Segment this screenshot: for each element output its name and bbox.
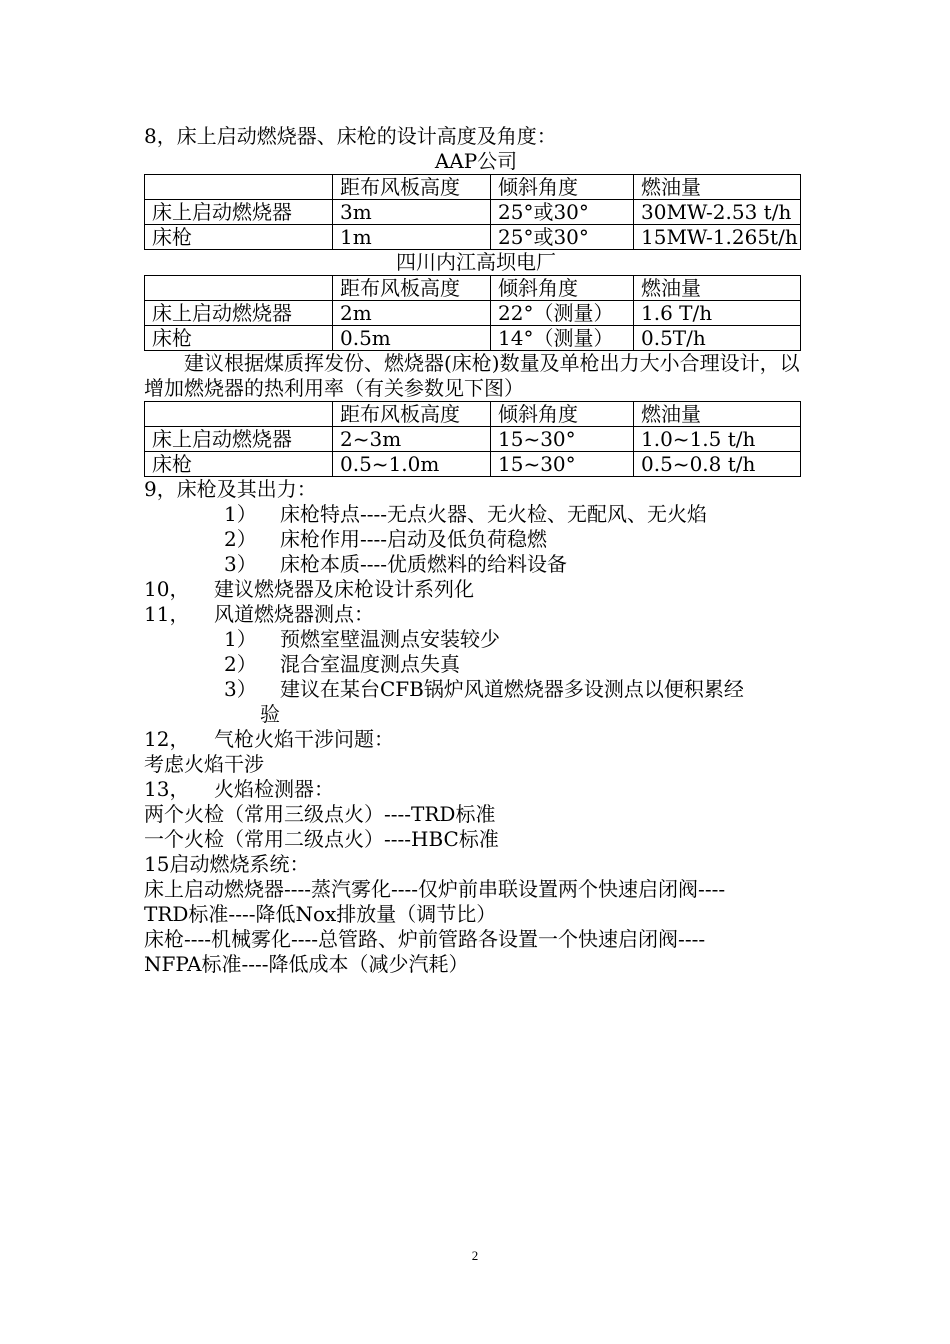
table-row <box>145 326 801 351</box>
table-cell: 燃油量 <box>634 276 801 301</box>
table-cell: 距布风板高度 <box>333 402 491 427</box>
list-text-continuation: 验 <box>260 702 280 726</box>
list-number: 2） <box>224 527 257 551</box>
table-cell: 床上启动燃烧器 <box>145 200 333 225</box>
list-item <box>144 652 808 677</box>
table-cell: 距布风板高度 <box>333 175 491 200</box>
section-12-heading <box>144 727 808 752</box>
table-cell: 15MW-1.265t/h <box>634 225 801 250</box>
table-cell: 床上启动燃烧器 <box>145 301 333 326</box>
list-item <box>144 552 808 577</box>
table-recommended <box>144 401 801 477</box>
section-9-heading: 9，床枪及其出力： <box>144 477 317 501</box>
list-text: 建议在某台CFB锅炉风道燃烧器多设测点以便积累经 <box>280 677 744 701</box>
section-13-heading <box>144 777 808 802</box>
list-number: 3） <box>224 552 257 576</box>
table-row <box>145 301 801 326</box>
section-15-line: TRD标准----降低Nox排放量（调节比） <box>144 902 497 926</box>
table-cell: 25°或30° <box>491 225 634 250</box>
table2-caption: 四川内江高坝电厂 <box>396 250 556 274</box>
table-cell: 30MW-2.53 t/h <box>634 200 801 225</box>
table-cell: 床枪 <box>145 452 333 477</box>
list-text: 床枪作用----启动及低负荷稳燃 <box>280 527 548 551</box>
list-text: 床枪本质----优质燃料的给料设备 <box>280 552 568 576</box>
section-10-heading <box>144 577 808 602</box>
table-header-row <box>145 175 801 200</box>
table-cell: 0.5m <box>333 326 491 351</box>
table-cell: 倾斜角度 <box>491 175 634 200</box>
section-15-line: 床上启动燃烧器----蒸汽雾化----仅炉前串联设置两个快速启闭阀---- <box>144 877 726 901</box>
table-row <box>145 200 801 225</box>
section-number: 13， <box>144 777 190 801</box>
table-cell: 15~30° <box>491 427 634 452</box>
list-number: 1） <box>224 502 257 526</box>
table-cell: 1.0~1.5 t/h <box>634 427 801 452</box>
document-body <box>144 124 808 977</box>
table-cell: 14°（测量） <box>491 326 634 351</box>
table-cell: 0.5~0.8 t/h <box>634 452 801 477</box>
table-cell: 22°（测量） <box>491 301 634 326</box>
section-15-line: 床枪----机械雾化----总管路、炉前管路各设置一个快速启闭阀---- <box>144 927 706 951</box>
list-item <box>144 627 808 652</box>
table-aap <box>144 174 801 250</box>
section-15-line: NFPA标准----降低成本（减少汽耗） <box>144 952 469 976</box>
table-cell: 倾斜角度 <box>491 402 634 427</box>
recommendation-paragraph: 建议根据煤质挥发份、燃烧器(床枪)数量及单枪出力大小合理设计，以增加燃烧器的热利用率（有关参数见下图） <box>144 351 800 400</box>
table-row <box>145 427 801 452</box>
table-cell <box>145 175 333 200</box>
list-number: 1） <box>224 627 257 651</box>
section-11-heading <box>144 602 808 627</box>
list-item <box>144 527 808 552</box>
table-cell: 床上启动燃烧器 <box>145 427 333 452</box>
section-title: 风道燃烧器测点： <box>214 602 374 626</box>
table-cell: 3m <box>333 200 491 225</box>
table-cell: 0.5T/h <box>634 326 801 351</box>
table-cell: 床枪 <box>145 326 333 351</box>
list-item <box>144 677 808 727</box>
section-15-heading: 15启动燃烧系统： <box>144 852 310 876</box>
table-cell <box>145 276 333 301</box>
section-12-body: 考虑火焰干涉 <box>144 752 264 776</box>
list-number: 3） <box>224 677 257 701</box>
table-row <box>145 452 801 477</box>
table-cell: 0.5~1.0m <box>333 452 491 477</box>
section-13-line: 两个火检（常用三级点火）----TRD标准 <box>144 802 496 826</box>
table-cell: 燃油量 <box>634 175 801 200</box>
list-number: 2） <box>224 652 257 676</box>
section-title: 气枪火焰干涉问题： <box>214 727 394 751</box>
section-number: 12， <box>144 727 190 751</box>
page-number: 2 <box>471 1248 479 1263</box>
table1-caption: AAP公司 <box>434 149 518 173</box>
table-cell: 2m <box>333 301 491 326</box>
section-title: 建议燃烧器及床枪设计系列化 <box>214 577 474 601</box>
table-cell: 15~30° <box>491 452 634 477</box>
table-row <box>145 225 801 250</box>
table-header-row <box>145 402 801 427</box>
table-cell: 1m <box>333 225 491 250</box>
table-header-row <box>145 276 801 301</box>
table-gaoba <box>144 275 801 351</box>
table-cell: 距布风板高度 <box>333 276 491 301</box>
table-cell: 床枪 <box>145 225 333 250</box>
list-text: 混合室温度测点失真 <box>280 652 460 676</box>
table-cell: 倾斜角度 <box>491 276 634 301</box>
section-13-line: 一个火检（常用二级点火）----HBC标准 <box>144 827 499 851</box>
list-text: 床枪特点----无点火器、无火检、无配风、无火焰 <box>280 502 708 526</box>
table-cell: 25°或30° <box>491 200 634 225</box>
list-item <box>144 502 808 527</box>
table-cell: 2~3m <box>333 427 491 452</box>
section-number: 11， <box>144 602 190 626</box>
section-number: 10， <box>144 577 190 601</box>
table-cell: 燃油量 <box>634 402 801 427</box>
table-cell: 1.6 T/h <box>634 301 801 326</box>
table-cell <box>145 402 333 427</box>
section-8-heading: 8，床上启动燃烧器、床枪的设计高度及角度： <box>144 124 557 148</box>
section-title: 火焰检测器： <box>214 777 334 801</box>
list-text: 预燃室壁温测点安装较少 <box>280 627 500 651</box>
